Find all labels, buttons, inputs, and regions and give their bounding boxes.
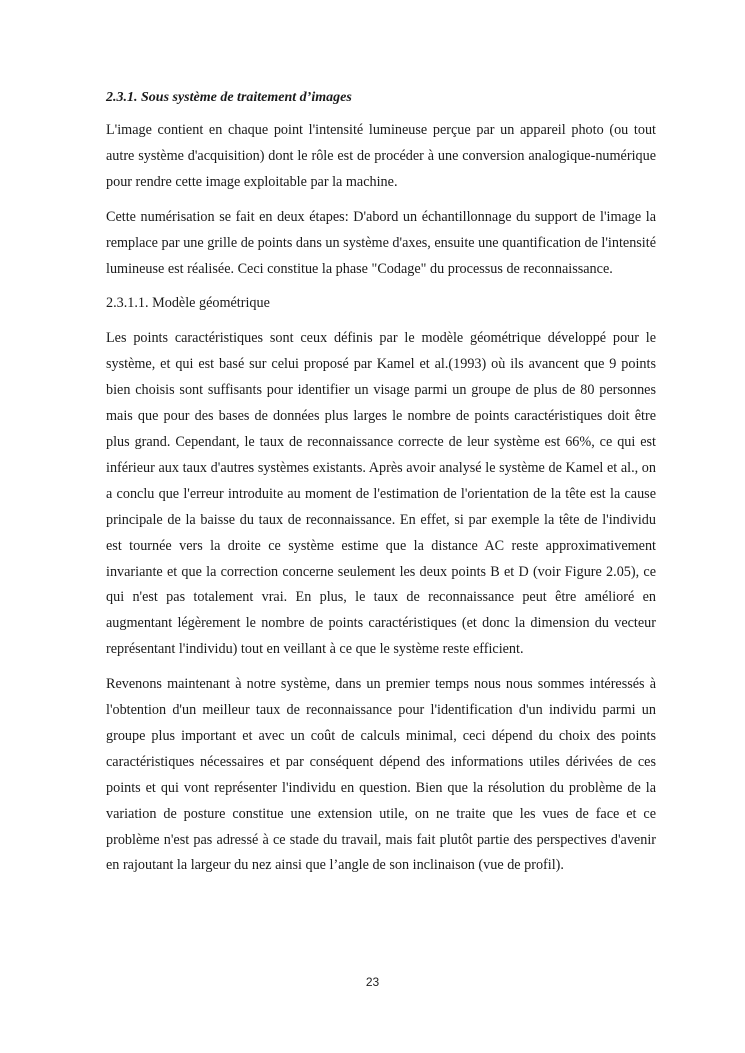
section-heading: 2.3.1. Sous système de traitement d’images — [106, 90, 352, 105]
page-number: 23 — [365, 975, 380, 989]
document-page — [106, 88, 656, 888]
paragraph-points-caracteristiques: Les points caractéristiques sont ceux définis par le modèle géométrique développé pour le système, et qui est basé sur celui proposé par Kamel et al.(1993) où ils avancent que 9 points bien choisis sont suffisants pour identifier un visage parmi un groupe de plus de 80 personnes mais que pour des bases de données plus larges le nombre de points caractéristiques doit être plus grand. Cependant, le taux de reconnaissance correcte de leur système est 66%, ce qui est inférieur aux taux d'autres systèmes existants. Après avoir analysé le système de Kamel et al., on a conclu que l'erreur introduite au moment de l'estimation de l'orientation de la tête est la cause principale de la baisse du taux de reconnaissance. En effet, si par exemple la tête de l'individu est tournée vers la droite ce système estime que la distance AC reste approximativement invariante et que la correction concerne seulement les deux points B et D (voir Figure 2.05), ce qui n'est pas totalement vrai. En plus, le taux de reconnaissance peut être amélioré en augmentant légèrement le nombre de points caractéristiques (et donc la dimension du vecteur représentant l'individu) tout en veillant à ce que le système reste efficient. — [106, 330, 656, 658]
paragraph-numerisation: Cette numérisation se fait en deux étapes: D'abord un échantillonnage du support de l'image la remplace par une grille de points dans un système d'axes, ensuite une quantification de l'intensité lumineuse est réalisée. Ceci constitue la phase "Codage" du processus de reconnaissance. — [106, 208, 656, 277]
paragraph-image-definition: L'image contient en chaque point l'intensité lumineuse perçue par un appareil photo (ou tout autre système d'acquisition) dont le rôle est de procéder à une conversion analogique-numérique pour rendre cette image exploitable par la machine. — [106, 122, 656, 190]
subsection-heading: 2.3.1.1. Modèle géométrique — [106, 295, 270, 312]
paragraph-notre-systeme: Revenons maintenant à notre système, dans un premier temps nous nous sommes intéressés à l'obtention d'un meilleur taux de reconnaissance pour l'identification d'un individu parmi un groupe plus important et avec un coût de calculs minimal, ceci dépend du choix des points caractéristiques nécessaires et par conséquent dépend des informations utiles dérivées de ces points et qui vont représenter l'individu en question. Bien que la résolution du problème de la variation de posture constitue une extension utile, on ne traite que les vues de face et ce problème n'est pas adressé à ce stade du travail, mais fait plutôt partie des perspectives d'avenir en rajoutant la largeur du nez ainsi que l’angle de son inclinaison (vue de profil). — [106, 676, 656, 874]
